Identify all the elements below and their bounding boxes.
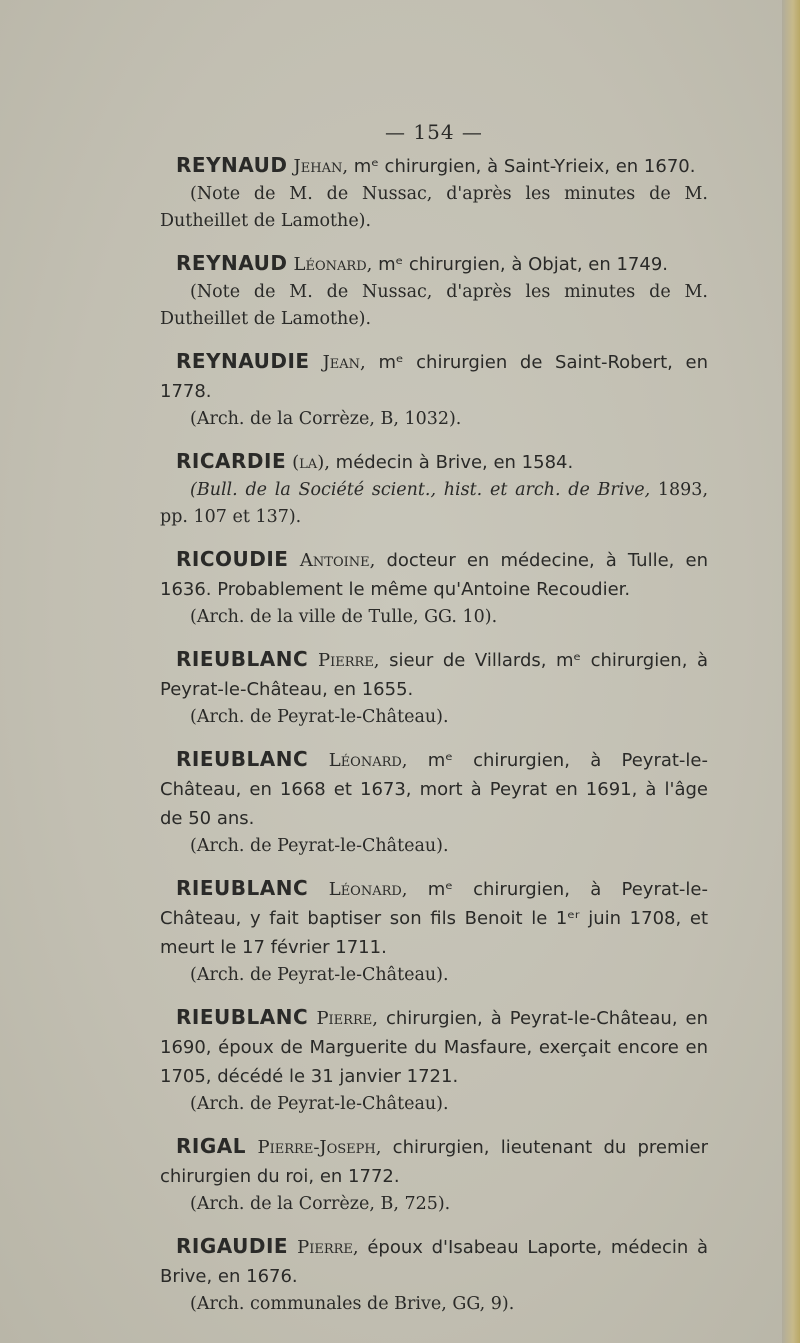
entry-name: RIEUBLANC (176, 876, 309, 900)
entry-rieublanc-leonard-1708 (160, 874, 708, 989)
entry-note: (Arch. de Peyrat-le-Château). (190, 836, 449, 856)
entry-note: (Arch. de la Corrèze, B, 725). (190, 1194, 451, 1214)
entry-note: (Arch. de Peyrat-le-Château). (190, 1094, 449, 1114)
entry-rigaudie (160, 1232, 708, 1318)
entry-text: mᵉ chirurgien, à Peyrat-le-Château, en 1668 et 1673, mort à Peyrat en 1691, à l'âge de 50 ans. (160, 750, 708, 829)
entry-note: (Note de M. de Nussac, d'après les minutes de M. Dutheillet de Lamothe). (160, 282, 708, 329)
entry-note: (Arch. de Peyrat-le-Château). (190, 965, 449, 985)
entry-note: (Arch. de la ville de Tulle, GG. 10). (190, 607, 498, 627)
entry-given-name: Pierre-Joseph, (257, 1137, 382, 1158)
entry-text: mᵉ chirurgien de Saint-Robert, en 1778. (160, 352, 709, 402)
entry-text: docteur en médecine, à Tulle, en 1636. Probablement le même qu'Antoine Recoudier. (160, 550, 708, 600)
entry-note: (Arch. communales de Brive, GG, 9). (190, 1294, 515, 1314)
entry-given-name: Jehan, (293, 156, 349, 177)
entry-name: RICOUDIE (176, 547, 289, 571)
entry-reynaud-jehan (160, 151, 708, 235)
entry-rieublanc-pierre-1655 (160, 645, 708, 731)
entry-name: RIGAUDIE (176, 1234, 289, 1258)
entry-note (160, 477, 708, 531)
entry-reynaud-leonard (160, 249, 708, 333)
entry-given-name: Pierre, (297, 1237, 359, 1258)
entry-name: REYNAUDIE (176, 349, 310, 373)
entry-ricoudie-antoine (160, 545, 708, 631)
entry-given-name: Antoine, (299, 550, 376, 571)
entry-given-name: Pierre, (318, 650, 380, 671)
entry-name: RICARDIE (176, 449, 287, 473)
entry-note: (Note de M. de Nussac, d'après les minutes de M. Dutheillet de Lamothe). (160, 184, 708, 231)
entry-name: RIEUBLANC (176, 647, 309, 671)
entry-rieublanc-leonard-1668 (160, 745, 708, 860)
entry-text: mᵉ chirurgien, à Peyrat-le-Château, y fait baptiser son fils Benoit le 1ᵉʳ juin 1708, et meurt le 17 février 1711. (160, 879, 708, 958)
entry-given-name: (la), (292, 452, 330, 473)
entry-rigal (160, 1132, 708, 1218)
entry-text: mᵉ chirurgien, à Saint-Yrieix, en 1670. (348, 156, 696, 177)
entry-name: REYNAUD (176, 251, 288, 275)
entry-note-italic: (Bull. de la Société scient., hist. et arch. de Brive, (190, 480, 651, 500)
entry-given-name: Jean, (322, 352, 366, 373)
entry-ricardie (160, 447, 708, 531)
entry-text: chirurgien, lieutenant du premier chirurgien du roi, en 1772. (160, 1137, 708, 1187)
entry-name: RIEUBLANC (176, 1005, 309, 1029)
entry-text: sieur de Villards, mᵉ chirurgien, à Peyrat-le-Château, en 1655. (160, 650, 708, 700)
entry-name: RIEUBLANC (176, 747, 309, 771)
entry-rieublanc-pierre-1690 (160, 1003, 708, 1118)
page-content (160, 118, 708, 1332)
entry-note: (Arch. de Peyrat-le-Château). (190, 707, 449, 727)
entry-text: médecin à Brive, en 1584. (329, 452, 574, 473)
entry-text: mᵉ chirurgien, à Objat, en 1749. (372, 254, 668, 275)
page-number: — 154 — (385, 120, 483, 144)
page-edge (782, 0, 800, 1343)
entry-given-name: Léonard, (328, 750, 408, 771)
entry-note-rest: 1893, pp. 107 et 137). (160, 480, 709, 527)
entry-name: RIGAL (176, 1134, 246, 1158)
entry-text: chirurgien, à Peyrat-le-Château, en 1690, époux de Marguerite du Masfaure, exerçait encore en 1705, décédé le 31 janvier 1721. (160, 1008, 708, 1087)
entry-note: (Arch. de la Corrèze, B, 1032). (190, 409, 462, 429)
entry-given-name: Léonard, (328, 879, 408, 900)
entry-given-name: Pierre, (316, 1008, 378, 1029)
entry-name: REYNAUD (176, 153, 288, 177)
entry-given-name: Léonard, (293, 254, 373, 275)
entry-text: époux d'Isabeau Laporte, médecin à Brive, en 1676. (160, 1237, 708, 1287)
entry-reynaudie-jean (160, 347, 708, 433)
